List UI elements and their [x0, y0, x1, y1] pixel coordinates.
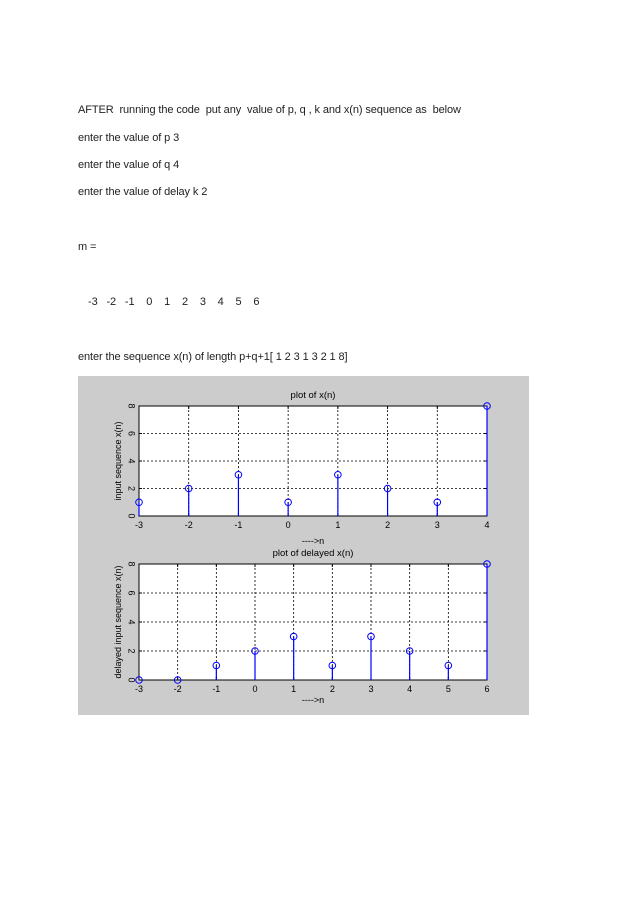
bottom-xtick-label: 2 [329, 684, 335, 694]
top-xtick-label: 2 [385, 520, 391, 530]
top-chart-title: plot of x(n) [290, 390, 336, 401]
bottom-y-axis-label: delayed input sequence x(n) [113, 565, 123, 679]
bottom-xtick-label: 3 [368, 684, 374, 694]
bottom-xtick-label: 4 [407, 684, 413, 694]
top-ytick-label: 8 [126, 403, 137, 409]
top-xtick-label: -1 [234, 520, 243, 530]
top-ytick-label: 0 [126, 513, 137, 519]
bottom-xtick-label: -2 [173, 684, 182, 694]
matlab-figure [78, 376, 529, 715]
delay-value-line: enter the value of delay k 2 [78, 186, 208, 198]
top-xtick-label: -3 [134, 520, 144, 530]
top-xtick-label: 4 [484, 520, 490, 530]
top-y-axis-label: input sequence x(n) [113, 421, 123, 501]
figure-canvas [78, 376, 529, 715]
bottom-ytick-label: 2 [126, 648, 137, 654]
sequence-input-line: enter the sequence x(n) of length p+q+1[ 1 2 3 1 3 2 1 8] [78, 351, 348, 363]
bottom-ytick-label: 0 [126, 677, 137, 683]
bottom-ytick-label: 8 [126, 561, 137, 567]
bottom-chart-title: plot of delayed x(n) [272, 548, 354, 559]
bottom-ytick-label: 4 [126, 619, 137, 625]
top-xtick-label: -2 [184, 520, 193, 530]
q-value-line: enter the value of q 4 [78, 159, 180, 171]
top-x-axis-label: ---->n [301, 536, 325, 546]
bottom-xtick-label: 0 [252, 684, 258, 694]
m-label: m = [78, 241, 97, 253]
p-value-line: enter the value of p 3 [78, 132, 180, 144]
bottom-xtick-label: 1 [291, 684, 297, 694]
top-xtick-label: 1 [335, 520, 341, 530]
bottom-ytick-label: 6 [126, 590, 137, 596]
m-values: -3 -2 -1 0 1 2 3 4 5 6 [88, 296, 260, 308]
top-ytick-label: 2 [126, 485, 137, 492]
top-xtick-label: 3 [434, 520, 440, 530]
bottom-xtick-label: -1 [212, 684, 221, 694]
bottom-xtick-label: 5 [445, 684, 451, 694]
intro-text: AFTER running the code put any value of p, q , k and x(n) sequence as below [78, 104, 461, 116]
top-ytick-label: 6 [126, 430, 137, 437]
bottom-x-axis-label: ---->n [301, 695, 325, 705]
bottom-xtick-label: 6 [484, 684, 490, 694]
top-xtick-label: 0 [285, 520, 291, 530]
top-ytick-label: 4 [126, 458, 137, 464]
bottom-xtick-label: -3 [134, 684, 144, 694]
